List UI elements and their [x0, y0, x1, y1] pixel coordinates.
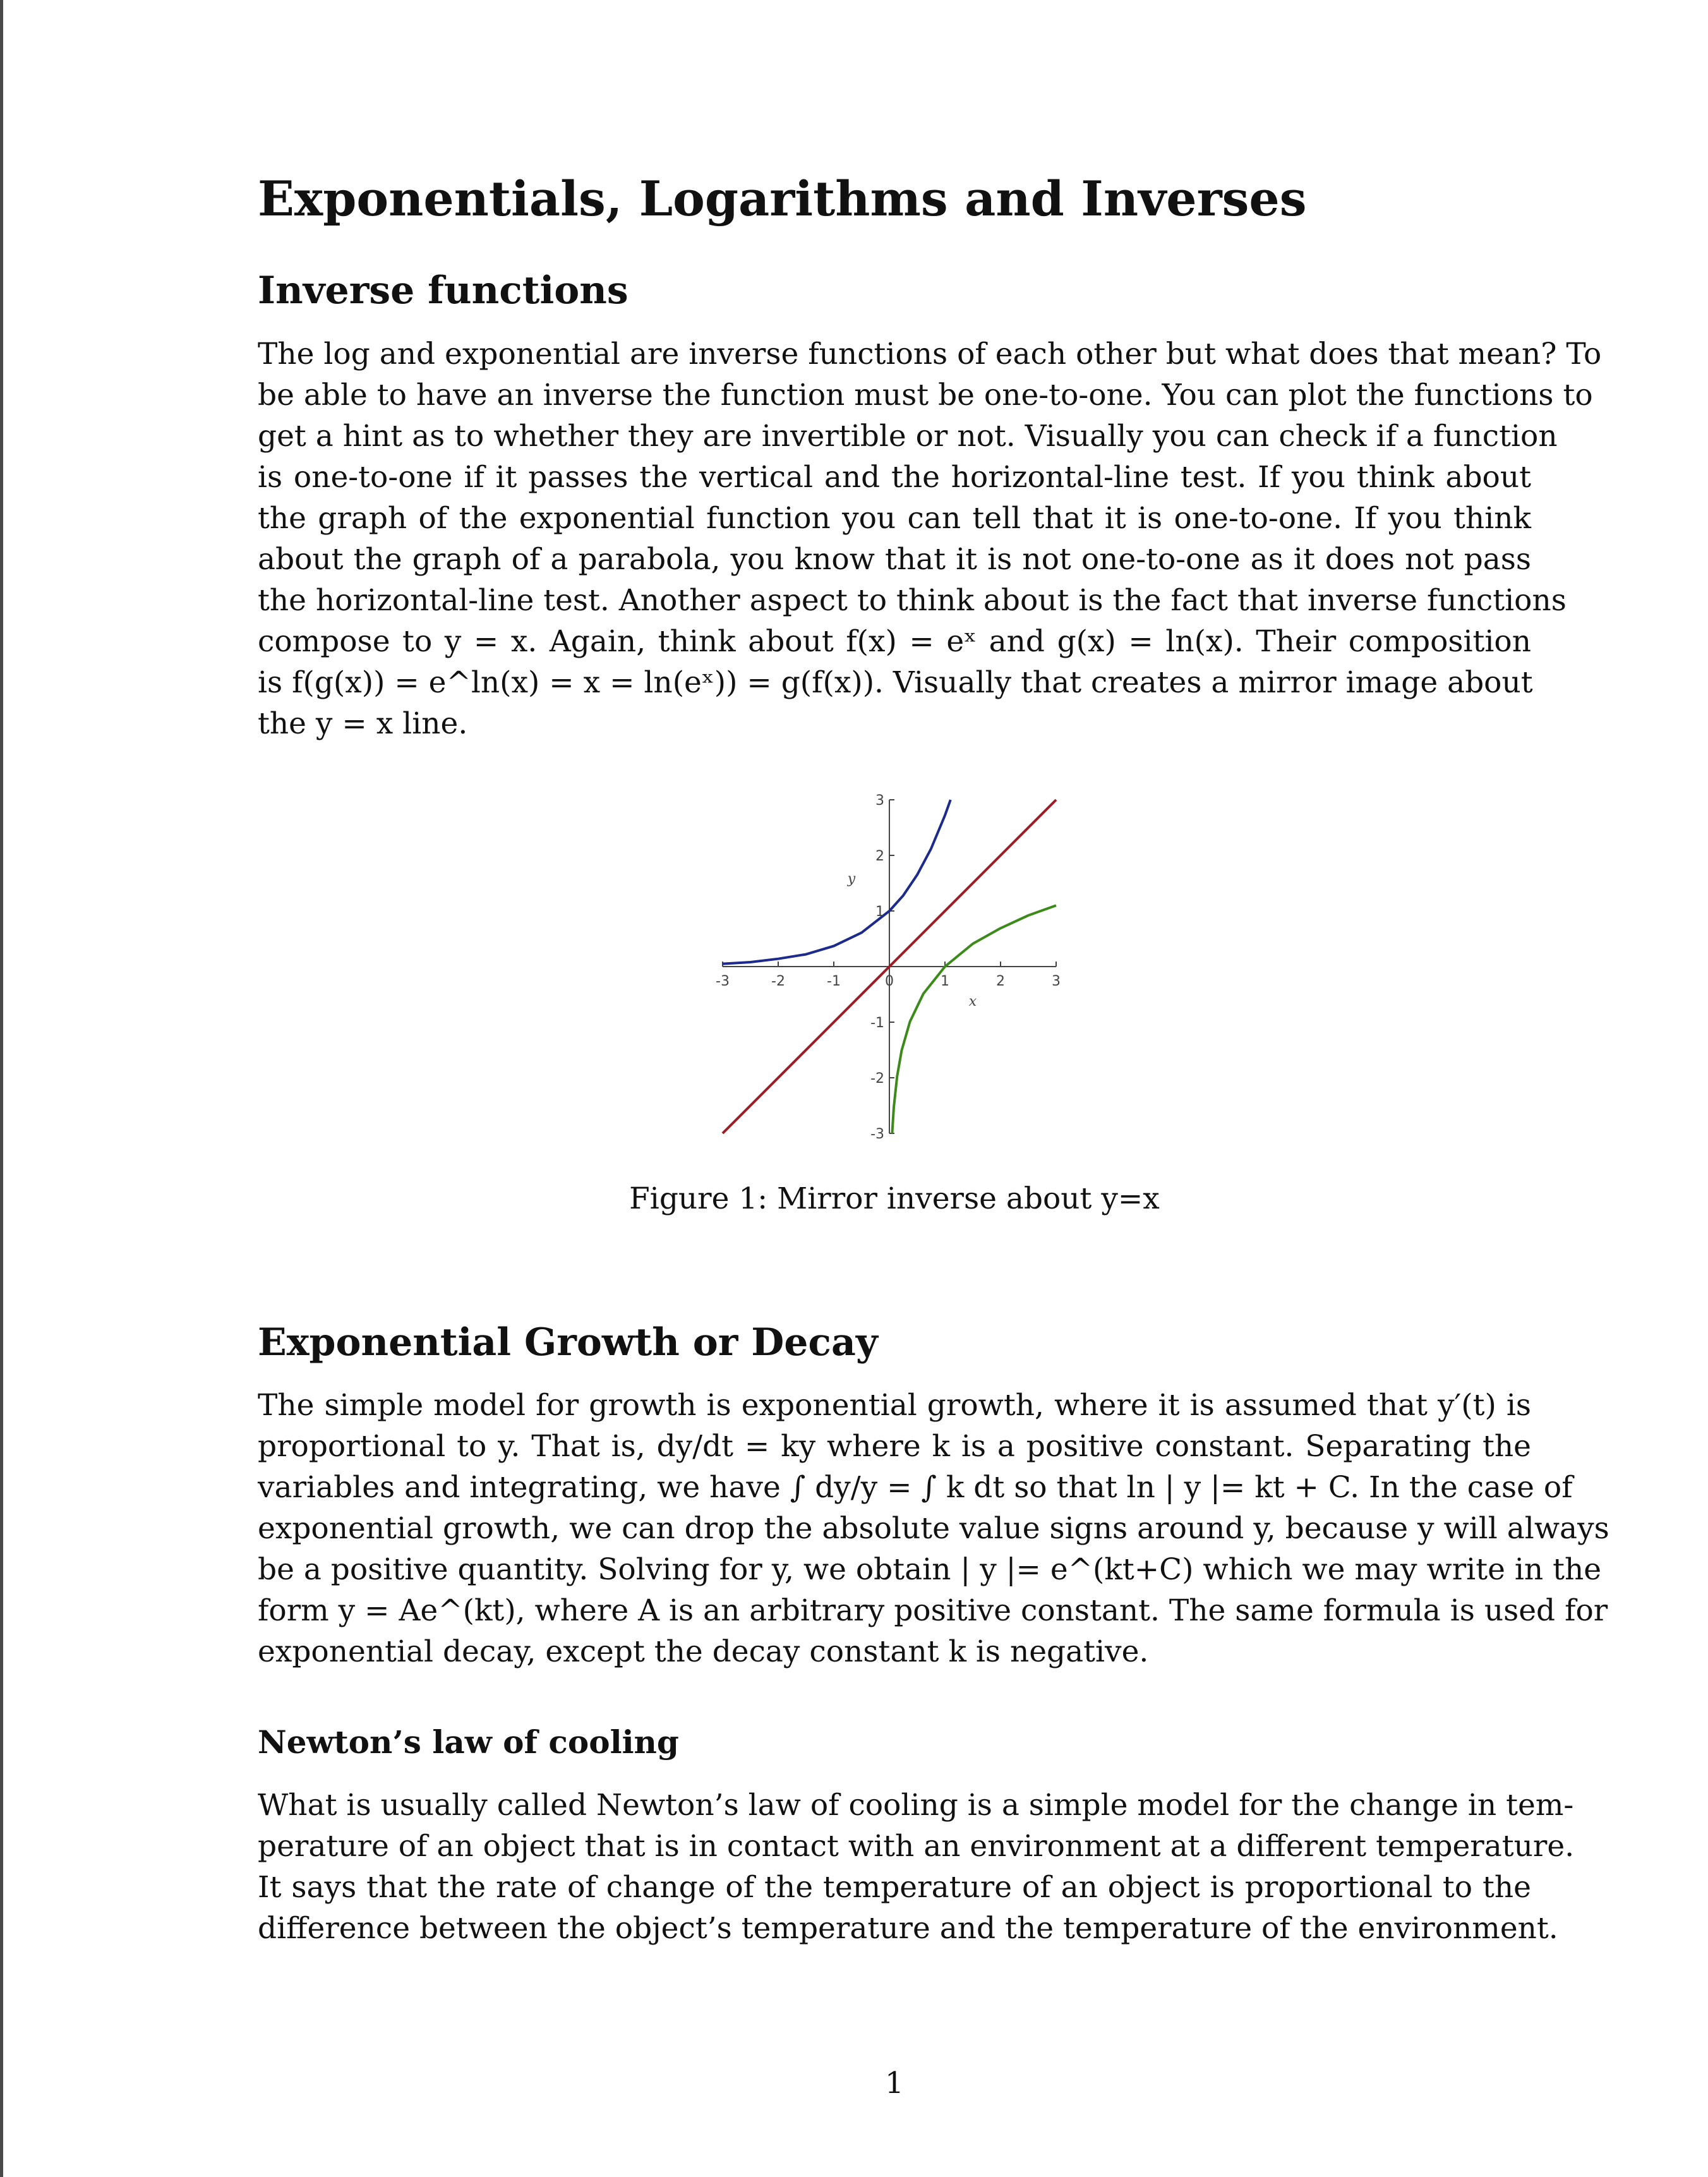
y-tick-label: 3 [875, 793, 884, 809]
paragraph-inverse-functions [258, 334, 1602, 744]
y-tick-label: -1 [870, 1015, 884, 1031]
text-line: the horizontal-line test. Another aspect to think about is the fact that inverse functions [258, 583, 1567, 618]
section-heading-exponential-growth: Exponential Growth or Decay [258, 1320, 878, 1365]
text-line: be able to have an inverse the function must be one-to-one. You can plot the functions to [258, 378, 1593, 413]
x-tick-label: 2 [996, 974, 1005, 989]
y-tick-label: 2 [875, 848, 884, 864]
text-line: perature of an object that is in contact with an environment at a different temperature. [258, 1829, 1575, 1864]
text-line: compose to y = x. Again, think about f(x) = eˣ and g(x) = ln(x). Their composition [258, 624, 1531, 659]
y-tick-label: -3 [870, 1126, 884, 1142]
page-left-border [0, 0, 3, 2177]
x-tick-label: -2 [771, 974, 785, 989]
text-line: the y = x line. [258, 706, 468, 741]
text-line: be a positive quantity. Solving for y, we obtain | y |= e^(kt+C) which we may write in the [258, 1552, 1602, 1587]
text-line: What is usually called Newton’s law of cooling is a simple model for the change in tem- [258, 1788, 1574, 1823]
text-line: difference between the object’s temperature and the temperature of the environment. [258, 1911, 1558, 1946]
page-number: 1 [885, 2066, 904, 2101]
paragraph-newtons-law [258, 1785, 1575, 1949]
inverse-functions-plot [700, 777, 1092, 1156]
text-line: get a hint as to whether they are invertible or not. Visually you can check if a function [258, 419, 1558, 454]
text-line: is one-to-one if it passes the vertical and the horizontal-line test. If you think about [258, 460, 1531, 495]
paragraph-exponential-growth [258, 1385, 1609, 1672]
x-tick-label: -1 [827, 974, 841, 989]
document-title: Exponentials, Logarithms and Inverses [258, 171, 1307, 227]
y-tick-label: 1 [875, 904, 884, 920]
figure-caption: Figure 1: Mirror inverse about y=x [629, 1181, 1160, 1216]
text-line: about the graph of a parabola, you know that it is not one-to-one as it does not pass [258, 542, 1531, 577]
text-line: is f(g(x)) = e^ln(x) = x = ln(eˣ)) = g(f(x)). Visually that creates a mirror image about [258, 665, 1533, 700]
text-line: variables and integrating, we have ∫ dy/y = ∫ k dt so that ln | y |= kt + C. In the case of [258, 1470, 1573, 1505]
x-axis-label: x [968, 994, 977, 1010]
subsection-heading-newtons-law: Newton’s law of cooling [258, 1723, 679, 1761]
text-line: The log and exponential are inverse functions of each other but what does that mean? To [258, 337, 1602, 371]
text-line: exponential decay, except the decay constant k is negative. [258, 1634, 1149, 1669]
text-line: proportional to y. That is, dy/dt = ky where k is a positive constant. Separating the [258, 1429, 1531, 1464]
x-tick-label: 3 [1052, 974, 1061, 989]
y-tick-label: -2 [870, 1071, 884, 1087]
x-tick-label: 1 [941, 974, 949, 989]
x-tick-label: 0 [885, 974, 894, 989]
text-line: the graph of the exponential function you can tell that it is one-to-one. If you think [258, 501, 1531, 536]
y-axis-label: y [847, 871, 856, 887]
text-line: form y = Ae^(kt), where A is an arbitrary positive constant. The same formula is used for [258, 1593, 1608, 1628]
text-line: exponential growth, we can drop the absolute value signs around y, because y will always [258, 1511, 1609, 1546]
text-line: It says that the rate of change of the temperature of an object is proportional to the [258, 1870, 1531, 1905]
figure-1 [258, 777, 1531, 1169]
section-heading-inverse-functions: Inverse functions [258, 268, 628, 313]
x-tick-label: -3 [716, 974, 730, 989]
text-line: The simple model for growth is exponential growth, where it is assumed that y′(t) is [258, 1388, 1531, 1423]
